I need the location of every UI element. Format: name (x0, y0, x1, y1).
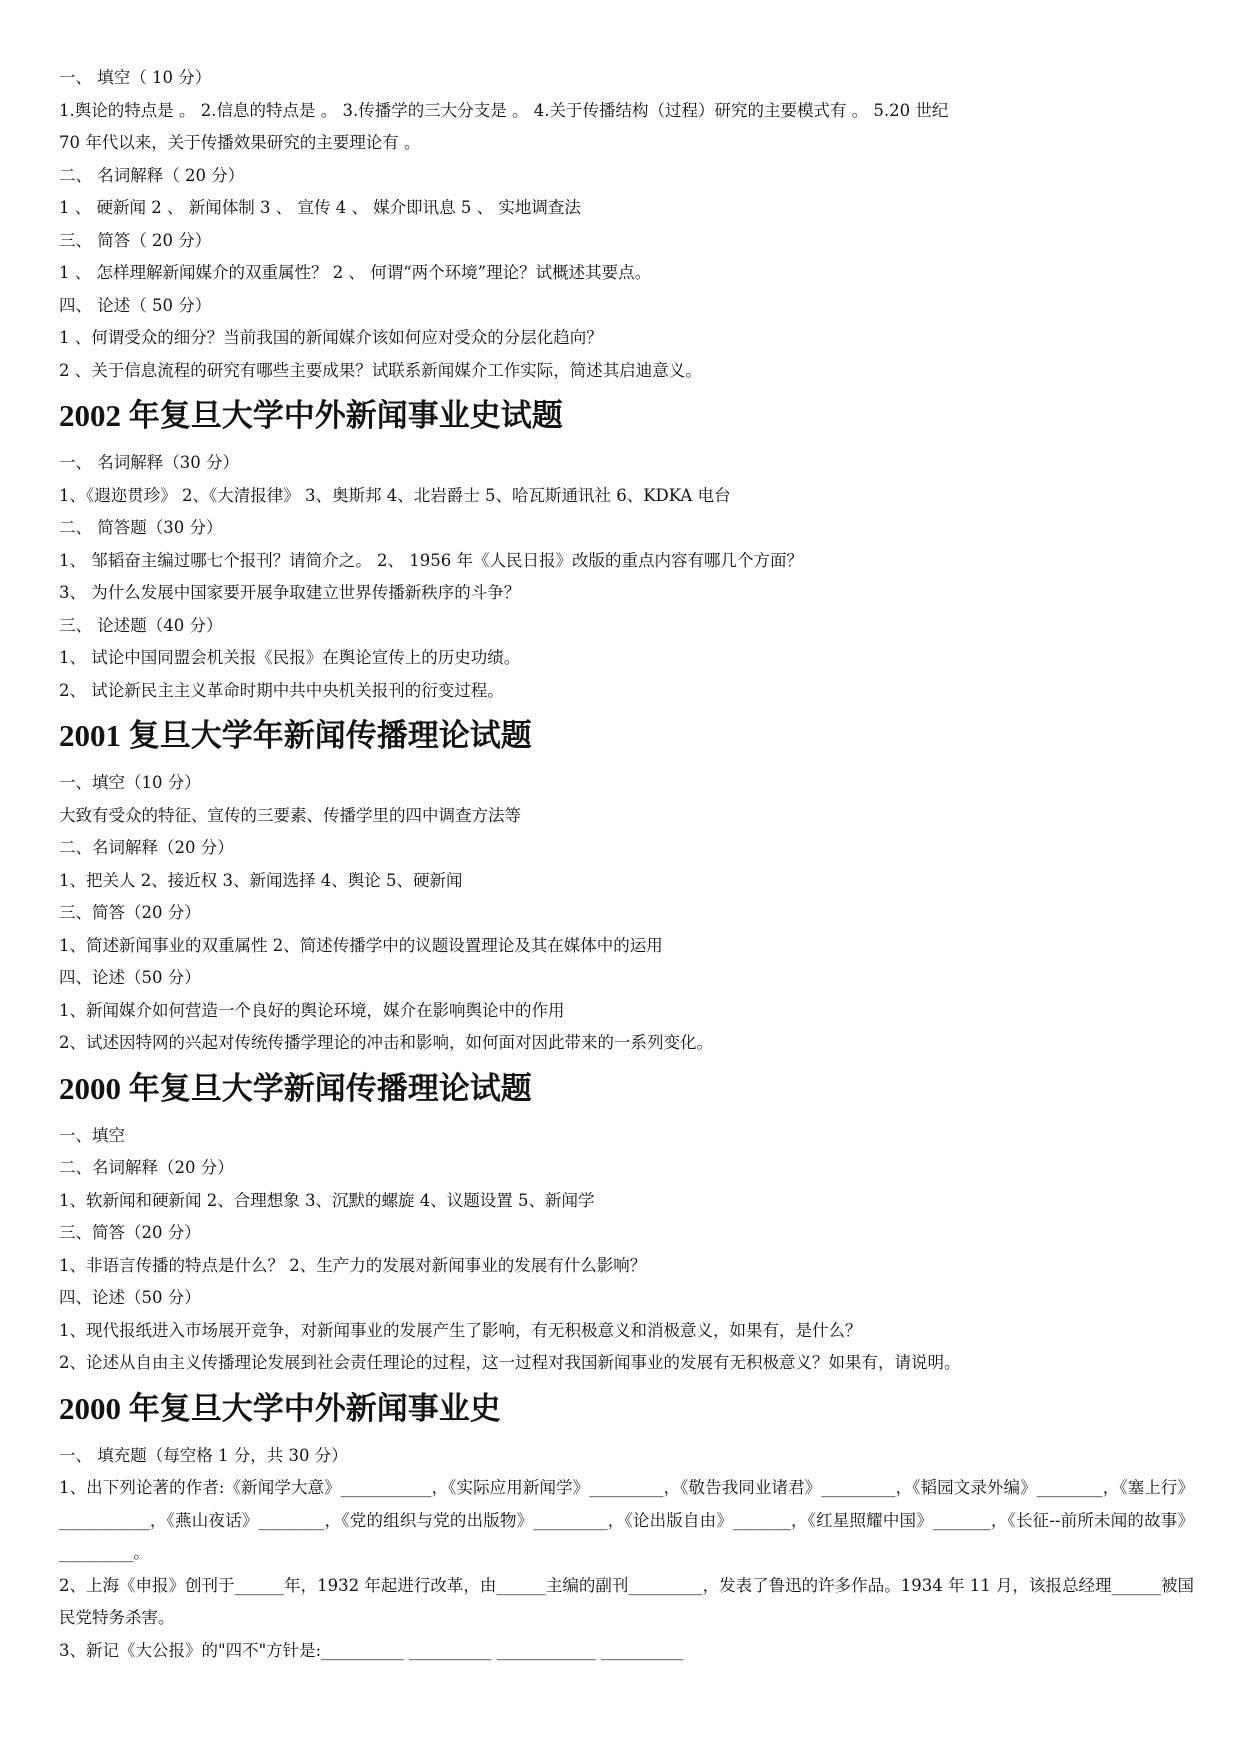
question-line: 1、软新闻和硬新闻 2、合理想象 3、沉默的螺旋 4、议题设置 5、新闻学 (59, 1190, 595, 1210)
question-line: 2、 试论新民主主义革命时期中共中央机关报刊的衍变过程。 (59, 680, 504, 700)
question-line: 1、 试论中国同盟会机关报《民报》在舆论宣传上的历史功绩。 (59, 648, 521, 667)
exam-2001-theory-section (59, 719, 1194, 1060)
section-heading-short-answer: 三、 简答（ 20 分） (59, 230, 212, 250)
section-heading-terms: 一、 名词解释（30 分） (59, 453, 239, 472)
exam-document (59, 62, 1194, 1667)
question-line: 2、论述从自由主义传播理论发展到社会责任理论的过程，这一过程对我国新闻事业的发展有无积极意义？如果有，请说明。 (59, 1353, 961, 1372)
question-line: 1、简述新闻事业的双重属性 2、简述传播学中的议题设置理论及其在媒体中的运用 (59, 935, 663, 955)
question-line: 1.舆论的特点是 。 2.信息的特点是 。 3.传播学的三大分支是 。 4.关于传播结构（过程）研究的主要模式有 。 5.20 世纪 (59, 100, 949, 120)
exam-title: 2000 年复旦大学新闻传播理论试题 (59, 1070, 532, 1106)
section-heading-essay: 四、 论述（ 50 分） (59, 295, 212, 315)
exam-2000-theory-section (59, 1072, 1194, 1380)
question-line: 1、《遐迩贯珍》 2、《大清报律》 3、奥斯邦 4、北岩爵士 5、哈瓦斯通讯社 6、KDKA 电台 (59, 485, 731, 505)
question-paragraph: 1、出下列论著的作者:《新闻学大意》___________，《实际应用新闻学》_________，《敬告我同业诸君》_________，《韬园文录外编》________，《塞上行》___________，《燕山夜话》________，《党的组织与党的出版物》_________，《论出版自由》_______，《红星照耀中国》_______，《长征--前所未闻的故事》_________。 (59, 1478, 1194, 1562)
exam-2002-history-section (59, 399, 1194, 707)
section-heading-terms: 二、名词解释（20 分） (59, 1158, 234, 1177)
section-heading-essay: 三、 论述题（40 分） (59, 615, 223, 635)
question-line: 70 年代以来，关于传播效果研究的主要理论有 。 (59, 133, 421, 152)
section-heading-short-answer: 三、简答（20 分） (59, 1223, 201, 1242)
section-heading-terms: 二、 名词解释（ 20 分） (59, 165, 245, 185)
question-line: 1、 邹韬奋主编过哪七个报刊？请简介之。 2、 1956 年《人民日报》改版的重点内容有哪几个方面？ (59, 550, 803, 570)
section-heading-essay: 四、论述（50 分） (59, 968, 201, 987)
section-heading-short-answer: 三、简答（20 分） (59, 903, 201, 922)
section-heading-essay: 四、论述（50 分） (59, 1288, 201, 1307)
question-line: 1、把关人 2、接近权 3、新闻选择 4、舆论 5、硬新闻 (59, 870, 463, 890)
question-line: 2、试述因特网的兴起对传统传播学理论的冲击和影响，如何面对因此带来的一系列变化。 (59, 1033, 713, 1052)
question-line: 1、新闻媒介如何营造一个良好的舆论环境，媒介在影响舆论中的作用 (59, 1000, 565, 1020)
question-line: 3、 为什么发展中国家要开展争取建立世界传播新秩序的斗争？ (59, 583, 521, 602)
question-line: 3、新记《大公报》的"四不"方针是:__________ __________ ____________ __________ (59, 1640, 684, 1660)
exam-2000-history-section (59, 1392, 1194, 1668)
question-line: 1 、 怎样理解新闻媒介的双重属性？ 2 、 何谓“两个环境”理论？试概述其要点。 (59, 263, 652, 282)
section-heading-fill-blank: 一、填空（10 分） (59, 773, 201, 792)
exam-title: 2002 年复旦大学中外新闻事业史试题 (59, 398, 563, 433)
question-line: 1 、何谓受众的细分？当前我国的新闻媒介该如何应对受众的分层化趋向？ (59, 328, 603, 347)
section-heading-fill-blank: 一、 填充题（每空格 1 分，共 30 分） (59, 1445, 348, 1465)
section-heading-short-answer: 二、 简答题（30 分） (59, 518, 223, 537)
exam-title: 2000 年复旦大学中外新闻事业史 (59, 1390, 501, 1426)
question-line: 2 、关于信息流程的研究有哪些主要成果？试联系新闻媒介工作实际，简述其启迪意义。 (59, 360, 702, 380)
question-line: 大致有受众的特征、宣传的三要素、传播学里的四中调查方法等 (59, 805, 521, 825)
question-line: 1 、 硬新闻 2 、 新闻体制 3 、 宣传 4 、 媒介即讯息 5 、 实地调查法 (59, 198, 581, 217)
section-heading-terms: 二、名词解释（20 分） (59, 838, 234, 857)
exam-2002-theory-section (59, 62, 1194, 387)
question-line: 1、非语言传播的特点是什么？ 2、生产力的发展对新闻事业的发展有什么影响？ (59, 1255, 647, 1275)
section-heading-fill-blank: 一、 填空（ 10 分） (59, 68, 212, 87)
exam-title: 2001 复旦大学年新闻传播理论试题 (59, 718, 532, 753)
question-line: 1、现代报纸进入市场展开竞争，对新闻事业的发展产生了影响，有无积极意义和消极意义，如果有，是什么？ (59, 1320, 862, 1340)
section-heading-fill-blank: 一、填空 (59, 1125, 125, 1145)
question-paragraph: 2、上海《申报》创刊于______年，1932 年起进行改革，由______主编的副刊_________，发表了鲁迅的许多作品。1934 年 11 月，该报总经理______被国民党特务杀害。 (59, 1575, 1194, 1627)
